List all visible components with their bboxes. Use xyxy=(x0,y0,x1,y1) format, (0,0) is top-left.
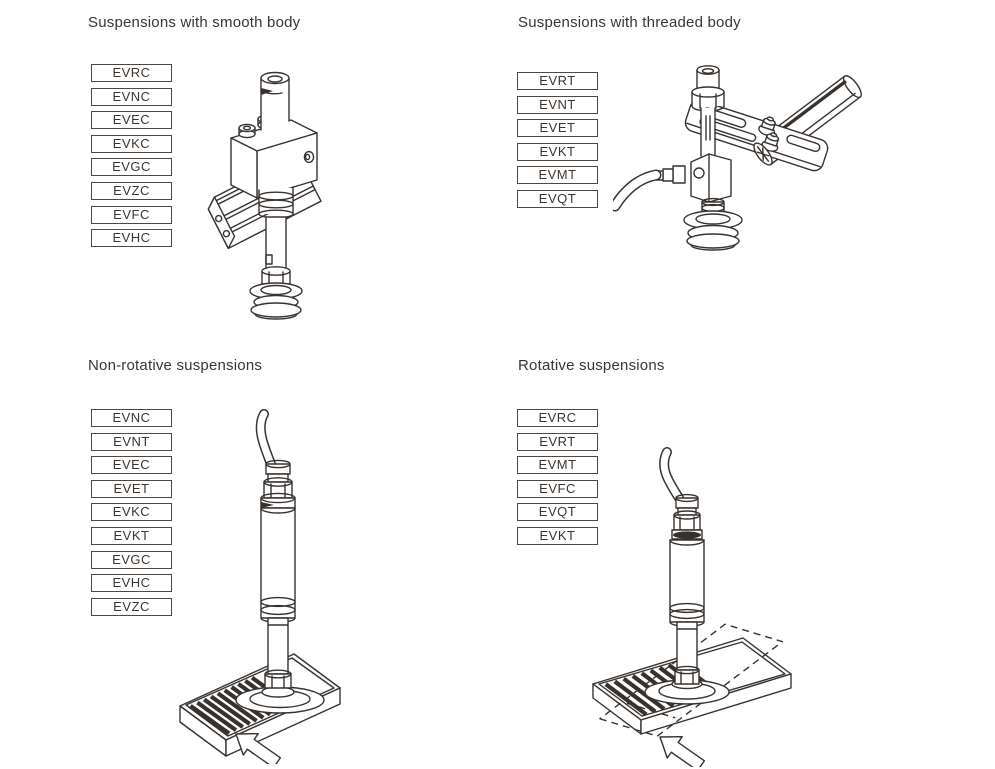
code-box: EVKC xyxy=(91,503,172,521)
group-title-non-rotative: Non-rotative suspensions xyxy=(88,357,263,374)
suspension-shaft xyxy=(265,618,291,688)
code-box: EVKT xyxy=(517,527,598,545)
code-box: EVHC xyxy=(91,574,172,592)
code-box: EVFC xyxy=(91,206,172,224)
non-rotative-illustration xyxy=(168,406,418,764)
suspension-on-profile-drawing xyxy=(195,38,425,323)
clamp-screw xyxy=(239,124,255,137)
air-tube xyxy=(261,414,271,464)
air-tube xyxy=(615,175,656,206)
threaded-body-cap xyxy=(697,66,719,88)
set-screw xyxy=(304,152,313,163)
code-box: EVFC xyxy=(517,480,598,498)
code-box: EVZC xyxy=(91,182,172,200)
suspension-body xyxy=(670,540,704,626)
code-box: EVRT xyxy=(517,433,598,451)
swivel-elbow xyxy=(691,154,731,202)
code-box: EVEC xyxy=(91,111,172,129)
code-box: EVRT xyxy=(517,72,598,90)
bellows-suction-cup xyxy=(684,199,742,250)
suspension-on-plate-drawing xyxy=(168,406,418,764)
suspension-body xyxy=(261,508,295,622)
code-column-threaded-body xyxy=(517,72,598,214)
code-box: EVKT xyxy=(517,143,598,161)
code-box: EVKT xyxy=(91,527,172,545)
flat-suction-cup xyxy=(236,687,324,713)
code-box: EVNT xyxy=(91,433,172,451)
suspension-rotating-plate-drawing xyxy=(575,442,840,767)
air-tube xyxy=(664,452,679,498)
bellows-suction-cup xyxy=(250,283,302,319)
code-box: EVET xyxy=(91,480,172,498)
group-title-rotative: Rotative suspensions xyxy=(518,357,665,374)
group-title-threaded-body: Suspensions with threaded body xyxy=(518,14,741,31)
code-column-smooth-body xyxy=(91,64,172,253)
top-fitting xyxy=(261,460,295,508)
code-box: EVNC xyxy=(91,409,172,427)
code-column-non-rotative xyxy=(91,409,172,621)
smooth-body-cylinder xyxy=(261,73,289,131)
code-box: EVEC xyxy=(91,456,172,474)
code-box: EVRC xyxy=(517,409,598,427)
suspension-shaft xyxy=(675,622,699,684)
rotative-illustration xyxy=(575,442,840,767)
code-box: EVZC xyxy=(91,598,172,616)
code-box: EVMT xyxy=(517,166,598,184)
code-box: EVQT xyxy=(517,190,598,208)
code-box: EVNT xyxy=(517,96,598,114)
suspension-shaft xyxy=(259,187,293,284)
code-box: EVET xyxy=(517,119,598,137)
threaded-shaft xyxy=(701,108,715,156)
code-box: EVQT xyxy=(517,503,598,521)
direction-arrow-icon xyxy=(653,726,709,767)
code-box: EVRC xyxy=(91,64,172,82)
code-box: EVGC xyxy=(91,158,172,176)
code-box: EVKC xyxy=(91,135,172,153)
suspension-on-bracket-drawing xyxy=(613,58,898,318)
top-fitting xyxy=(672,495,702,539)
smooth-body-illustration xyxy=(195,38,425,323)
threaded-body-illustration xyxy=(613,58,898,318)
group-title-smooth-body: Suspensions with smooth body xyxy=(88,14,301,31)
code-box: EVNC xyxy=(91,88,172,106)
code-box: EVHC xyxy=(91,229,172,247)
code-box: EVMT xyxy=(517,456,598,474)
code-box: EVGC xyxy=(91,551,172,569)
